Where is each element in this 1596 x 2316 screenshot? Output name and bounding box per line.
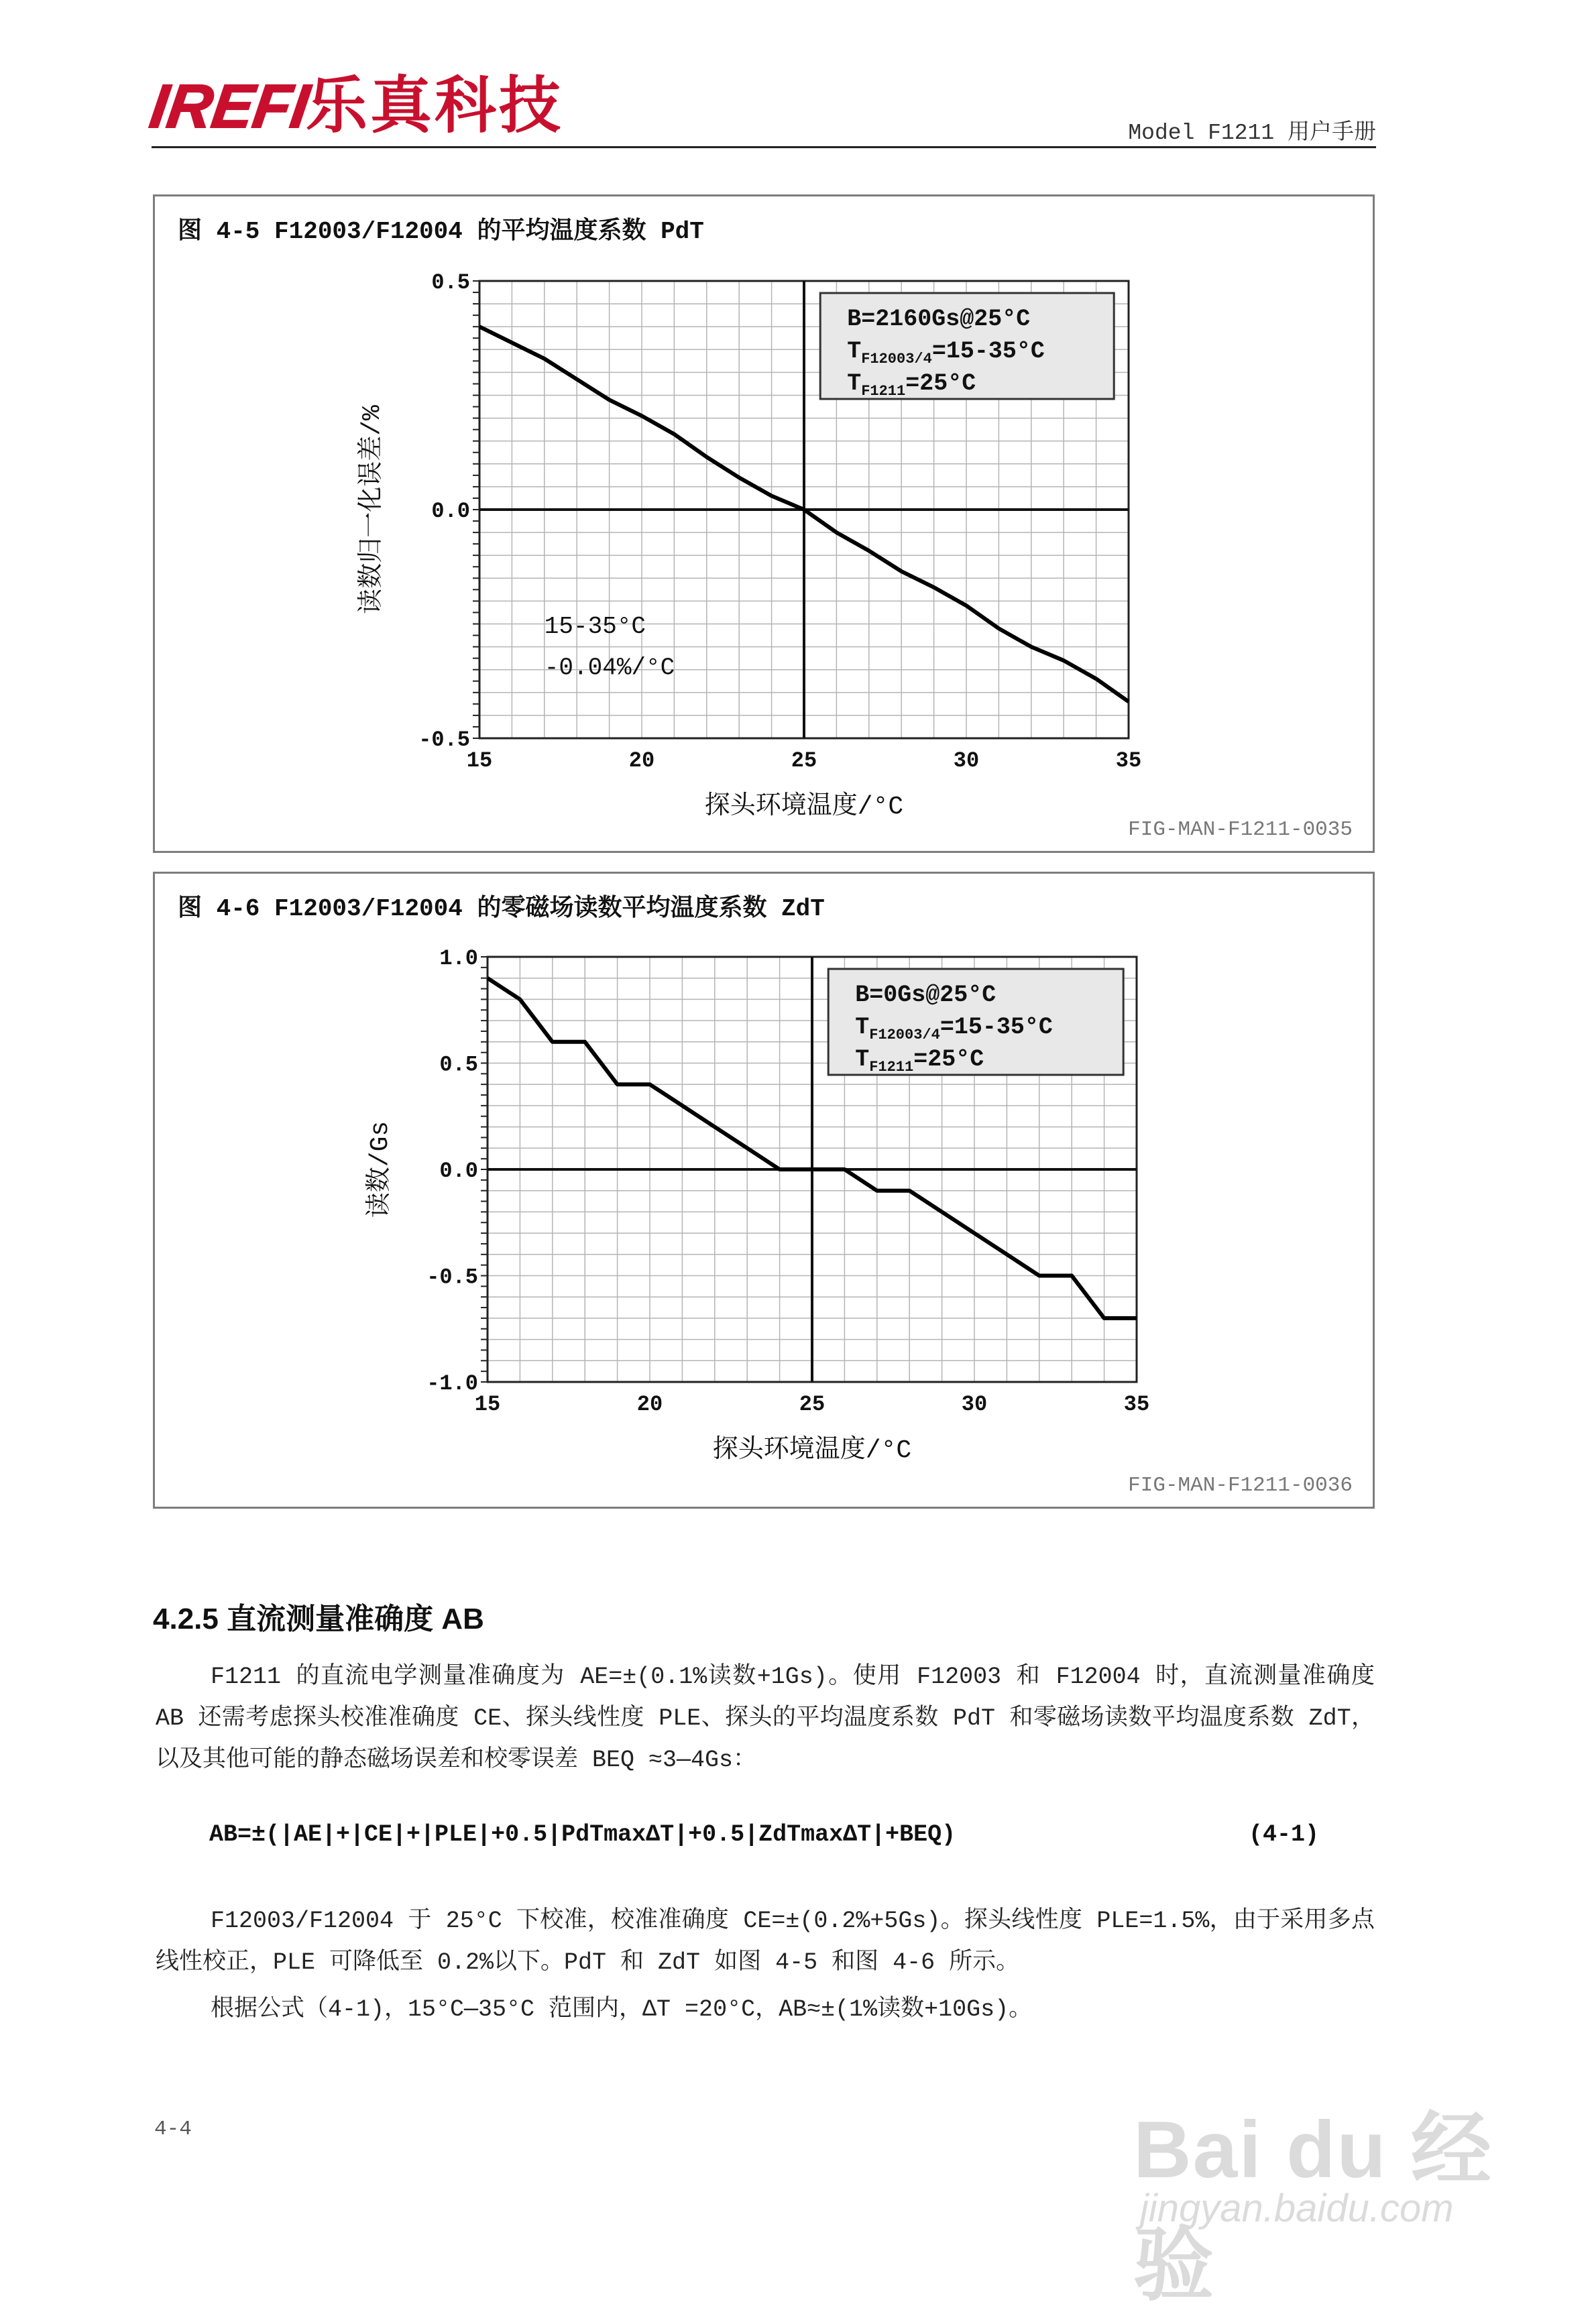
x-axis-label: 探头环境温度/°C: [704, 793, 904, 821]
figure-4-6: [153, 872, 1375, 1509]
x-tick-label: 35: [1115, 748, 1142, 773]
figure-caption: 图 4-5 F12003/F12004 的平均温度系数 PdT: [178, 218, 704, 245]
figure-4-5: [153, 194, 1375, 853]
y-tick-label: -0.5: [418, 728, 470, 752]
pdt-chart: [155, 196, 1373, 851]
svg-text:IREFI: IREFI: [146, 71, 314, 141]
zdt-chart: [155, 874, 1373, 1507]
annotation-coefficient: -0.04%/°C: [544, 654, 675, 682]
legend-probe-temp: $T_{F12003/4}=15-35^\circ C$: [855, 1014, 1053, 1043]
x-axis-label: 探头环境温度/°C: [712, 1436, 912, 1465]
x-tick-label: 20: [636, 1392, 663, 1417]
x-tick-label: 25: [791, 748, 817, 773]
y-tick-label: 0.5: [431, 270, 470, 295]
legend-field-condition: B=2160Gs@25°C: [847, 306, 1031, 333]
figure-caption: 图 4-6 F12003/F12004 的零磁场读数平均温度系数 ZdT: [178, 895, 825, 923]
page-header: [146, 67, 1376, 151]
x-tick-label: 30: [953, 748, 980, 773]
x-tick-label: 25: [799, 1392, 825, 1417]
company-name: 乐真科技: [306, 72, 564, 140]
y-axis-label: 读数/Gs: [366, 1120, 395, 1218]
y-tick-label: -1.0: [426, 1371, 478, 1396]
page-number: 4-4: [154, 2118, 192, 2141]
legend-field-condition: B=0Gs@25°C: [855, 982, 996, 1008]
paragraph: F1211 的直流电学测量准确度为 AE=±(0.1%读数+1Gs)。使用 F12003 和 F12004 时，直流测量准确度 AB 还需考虑探头校准准确度 CE、探头线性度 PLE、探头的平均温度系数 PdT 和零磁场读数平均温度系数 ZdT，以及其他可能的静态磁场误差和校零误差 BEQ ≈3—4Gs：: [156, 1664, 1375, 1774]
watermark-url: jingyan.baidu.com: [1140, 2187, 1454, 2230]
irefi-logo: [146, 71, 314, 141]
annotation-range: 15-35°C: [544, 613, 646, 641]
x-tick-label: 30: [961, 1392, 988, 1417]
x-tick-label: 20: [628, 748, 655, 773]
legend-meter-temp: $T_{F1211}=25^\circ C$: [855, 1046, 984, 1076]
legend-probe-temp: $T_{F12003/4}=15-35^\circ C$: [847, 338, 1045, 367]
baidu-watermark: [1133, 2032, 1536, 2310]
formula-number: (4-1): [1249, 1821, 1320, 1848]
y-tick-label: -0.5: [426, 1265, 478, 1290]
y-tick-label: 0.0: [439, 1159, 478, 1183]
header-divider: [152, 146, 1376, 148]
figure-id: FIG-MAN-F1211-0035: [1128, 818, 1353, 842]
document-title: Model F1211 用户手册: [1128, 121, 1376, 146]
y-tick-label: 0.5: [439, 1052, 478, 1078]
formula: AB=±(|AE|+|CE|+|PLE|+0.5|PdTmaxΔT|+0.5|ZdTmaxΔT|+BEQ): [209, 1821, 956, 1848]
watermark-brand: Bai du 经验: [1133, 2105, 1493, 2310]
y-axis-label: 读数归一化误差/%: [358, 405, 387, 614]
figure-id: FIG-MAN-F1211-0036: [1128, 1474, 1353, 1497]
section-heading: 4.2.5 直流测量准确度 AB: [153, 1603, 484, 1635]
y-tick-label: 1.0: [439, 946, 478, 971]
x-tick-label: 15: [466, 748, 493, 773]
paragraph: F12003/F12004 于 25°C 下校准，校准准确度 CE=±(0.2%+5Gs)。探头线性度 PLE=1.5%，由于采用多点线性校正，PLE 可降低至 0.2%以下。PdT 和 ZdT 如图 4-5 和图 4-6 所示。: [156, 1908, 1375, 1976]
y-tick-label: 0.0: [431, 499, 470, 524]
legend-meter-temp: $T_{F1211}=25^\circ C$: [847, 370, 976, 400]
x-tick-label: 35: [1123, 1392, 1150, 1417]
paragraph: 根据公式（4-1)，15°C—35°C 范围内，ΔT =20°C，AB≈±(1%读数+10Gs)。: [211, 1996, 1033, 2023]
x-tick-label: 15: [474, 1392, 501, 1417]
